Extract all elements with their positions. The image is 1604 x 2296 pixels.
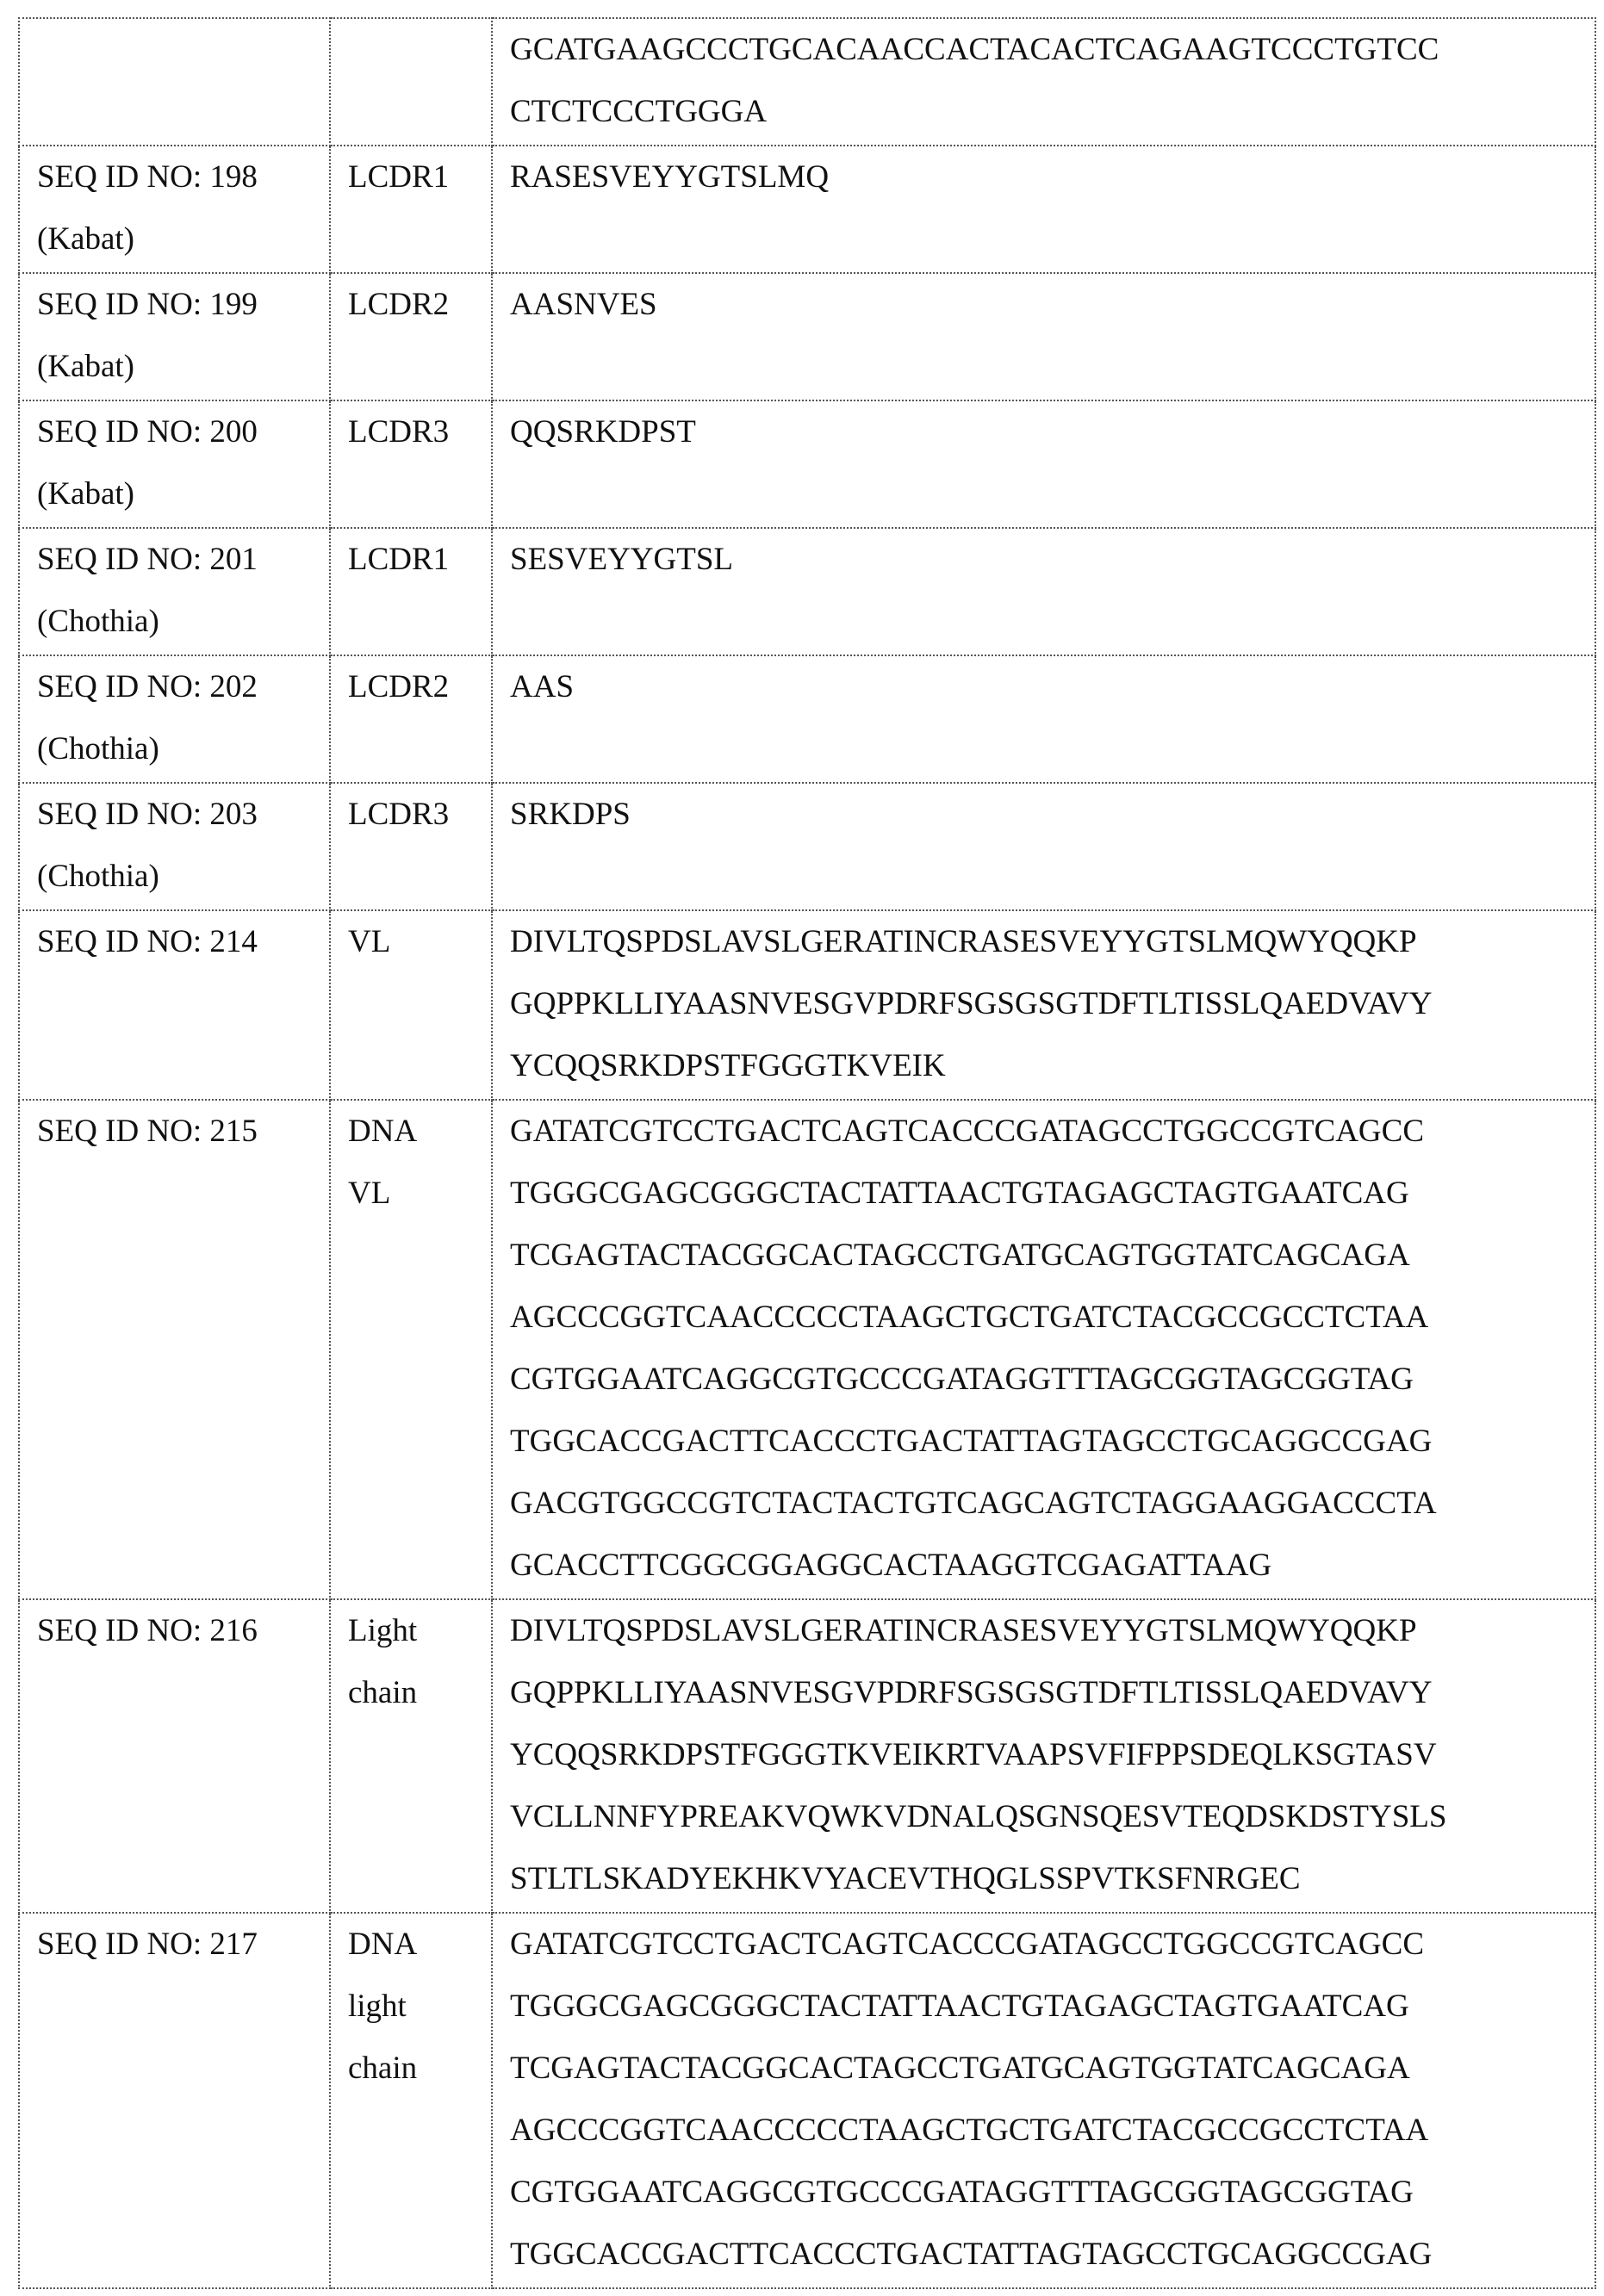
seq-id-line: SEQ ID NO: 199 [37,274,329,336]
sequence-table [18,17,1596,2289]
region-line: DNA [348,1101,491,1163]
seq-id-line: (Kabat) [37,208,329,270]
region-line: chain [348,1662,491,1724]
region-cell [330,1599,492,1913]
seq-id-cell [19,655,330,783]
sequence-cell [492,1100,1595,1599]
seq-id-cell [19,783,330,910]
seq-id-cell [19,910,330,1100]
region-line: LCDR1 [348,529,491,591]
region-cell [330,528,492,655]
region-line: chain [348,2038,491,2100]
region-cell [330,18,492,146]
sequence-line: TGGGCGAGCGGGCTACTATTAACTGTAGAGCTAGTGAATCAG [510,1976,1595,2038]
seq-id-cell [19,528,330,655]
seq-id-line: SEQ ID NO: 215 [37,1101,329,1163]
region-cell [330,1100,492,1599]
sequence-cell [492,655,1595,783]
seq-id-line: SEQ ID NO: 201 [37,529,329,591]
region-cell [330,273,492,400]
region-line: VL [348,911,491,973]
seq-id-cell [19,273,330,400]
region-line: light [348,1976,491,2038]
region-cell [330,783,492,910]
sequence-line: SRKDPS [510,784,1595,846]
seq-id-line: SEQ ID NO: 214 [37,911,329,973]
table-row [19,655,1595,783]
sequence-line: VCLLNNFYPREAKVQWKVDNALQSGNSQESVTEQDSKDSTYSLS [510,1786,1595,1848]
sequence-line: GQPPKLLIYAASNVESGVPDRFSGSGSGTDFTLTISSLQAEDVAVY [510,1662,1595,1724]
region-cell [330,1913,492,2288]
sequence-cell [492,146,1595,273]
table-row [19,528,1595,655]
sequence-line: TGGCACCGACTTCACCCTGACTATTAGTAGCCTGCAGGCCGAG [510,2224,1595,2286]
seq-id-line: SEQ ID NO: 217 [37,1914,329,1976]
region-line: LCDR2 [348,656,491,718]
sequence-cell [492,528,1595,655]
sequence-cell [492,273,1595,400]
seq-id-line: (Chothia) [37,718,329,780]
sequence-line: DIVLTQSPDSLAVSLGERATINCRASESVEYYGTSLMQWYQQKP [510,1600,1595,1662]
seq-id-line: (Chothia) [37,591,329,653]
region-cell [330,146,492,273]
region-line: VL [348,1163,491,1225]
sequence-cell [492,910,1595,1100]
seq-id-cell [19,1100,330,1599]
sequence-line: TCGAGTACTACGGCACTAGCCTGATGCAGTGGTATCAGCAGA [510,2038,1595,2100]
sequence-line: CGTGGAATCAGGCGTGCCCGATAGGTTTAGCGGTAGCGGTAG [510,1349,1595,1411]
seq-id-line: SEQ ID NO: 202 [37,656,329,718]
sequence-line: STLTLSKADYEKHKVYACEVTHQGLSSPVTKSFNRGEC [510,1848,1595,1910]
sequence-table-body [19,18,1595,2288]
table-row [19,783,1595,910]
region-line: LCDR3 [348,784,491,846]
seq-id-cell [19,1599,330,1913]
sequence-line: QQSRKDPST [510,401,1595,463]
seq-id-line: SEQ ID NO: 203 [37,784,329,846]
seq-id-cell [19,18,330,146]
sequence-line: AASNVES [510,274,1595,336]
sequence-line: GCATGAAGCCCTGCACAACCACTACACTCAGAAGTCCCTGTCC [510,19,1595,81]
seq-id-cell [19,400,330,528]
region-cell [330,655,492,783]
region-line: LCDR2 [348,274,491,336]
seq-id-cell [19,1913,330,2288]
sequence-line: CGTGGAATCAGGCGTGCCCGATAGGTTTAGCGGTAGCGGTAG [510,2162,1595,2224]
sequence-cell [492,1599,1595,1913]
region-line: LCDR1 [348,146,491,208]
sequence-cell [492,783,1595,910]
sequence-cell [492,1913,1595,2288]
sequence-cell [492,400,1595,528]
seq-id-line: (Kabat) [37,336,329,398]
table-row [19,273,1595,400]
sequence-line: YCQQSRKDPSTFGGGTKVEIK [510,1035,1595,1097]
sequence-line: TGGGCGAGCGGGCTACTATTAACTGTAGAGCTAGTGAATCAG [510,1163,1595,1225]
sequence-line: RASESVEYYGTSLMQ [510,146,1595,208]
region-line: LCDR3 [348,401,491,463]
seq-id-line: (Kabat) [37,463,329,525]
sequence-line: AGCCCGGTCAACCCCCTAAGCTGCTGATCTACGCCGCCTCTAA [510,1287,1595,1349]
table-row [19,1100,1595,1599]
seq-id-cell [19,146,330,273]
sequence-line: GATATCGTCCTGACTCAGTCACCCGATAGCCTGGCCGTCAGCC [510,1914,1595,1976]
table-row [19,400,1595,528]
sequence-line: TCGAGTACTACGGCACTAGCCTGATGCAGTGGTATCAGCAGA [510,1225,1595,1287]
sequence-line: CTCTCCCTGGGA [510,81,1595,143]
table-row [19,910,1595,1100]
region-line: Light [348,1600,491,1662]
seq-id-line: SEQ ID NO: 216 [37,1600,329,1662]
table-row [19,1913,1595,2288]
sequence-cell [492,18,1595,146]
sequence-line: TGGCACCGACTTCACCCTGACTATTAGTAGCCTGCAGGCCGAG [510,1411,1595,1473]
sequence-line: GATATCGTCCTGACTCAGTCACCCGATAGCCTGGCCGTCAGCC [510,1101,1595,1163]
table-row [19,1599,1595,1913]
seq-id-line: SEQ ID NO: 198 [37,146,329,208]
sequence-line: AAS [510,656,1595,718]
sequence-line: YCQQSRKDPSTFGGGTKVEIKRTVAAPSVFIFPPSDEQLKSGTASV [510,1724,1595,1786]
table-row [19,18,1595,146]
sequence-line: SESVEYYGTSL [510,529,1595,591]
sequence-line: DIVLTQSPDSLAVSLGERATINCRASESVEYYGTSLMQWYQQKP [510,911,1595,973]
sequence-line: GQPPKLLIYAASNVESGVPDRFSGSGSGTDFTLTISSLQAEDVAVY [510,973,1595,1035]
region-line: DNA [348,1914,491,1976]
region-cell [330,910,492,1100]
sequence-line: AGCCCGGTCAACCCCCTAAGCTGCTGATCTACGCCGCCTCTAA [510,2100,1595,2162]
table-row [19,146,1595,273]
seq-id-line: (Chothia) [37,846,329,908]
seq-id-line: SEQ ID NO: 200 [37,401,329,463]
sequence-line: GACGTGGCCGTCTACTACTGTCAGCAGTCTAGGAAGGACCCTA [510,1473,1595,1535]
region-cell [330,400,492,528]
sequence-line: GCACCTTCGGCGGAGGCACTAAGGTCGAGATTAAG [510,1535,1595,1597]
